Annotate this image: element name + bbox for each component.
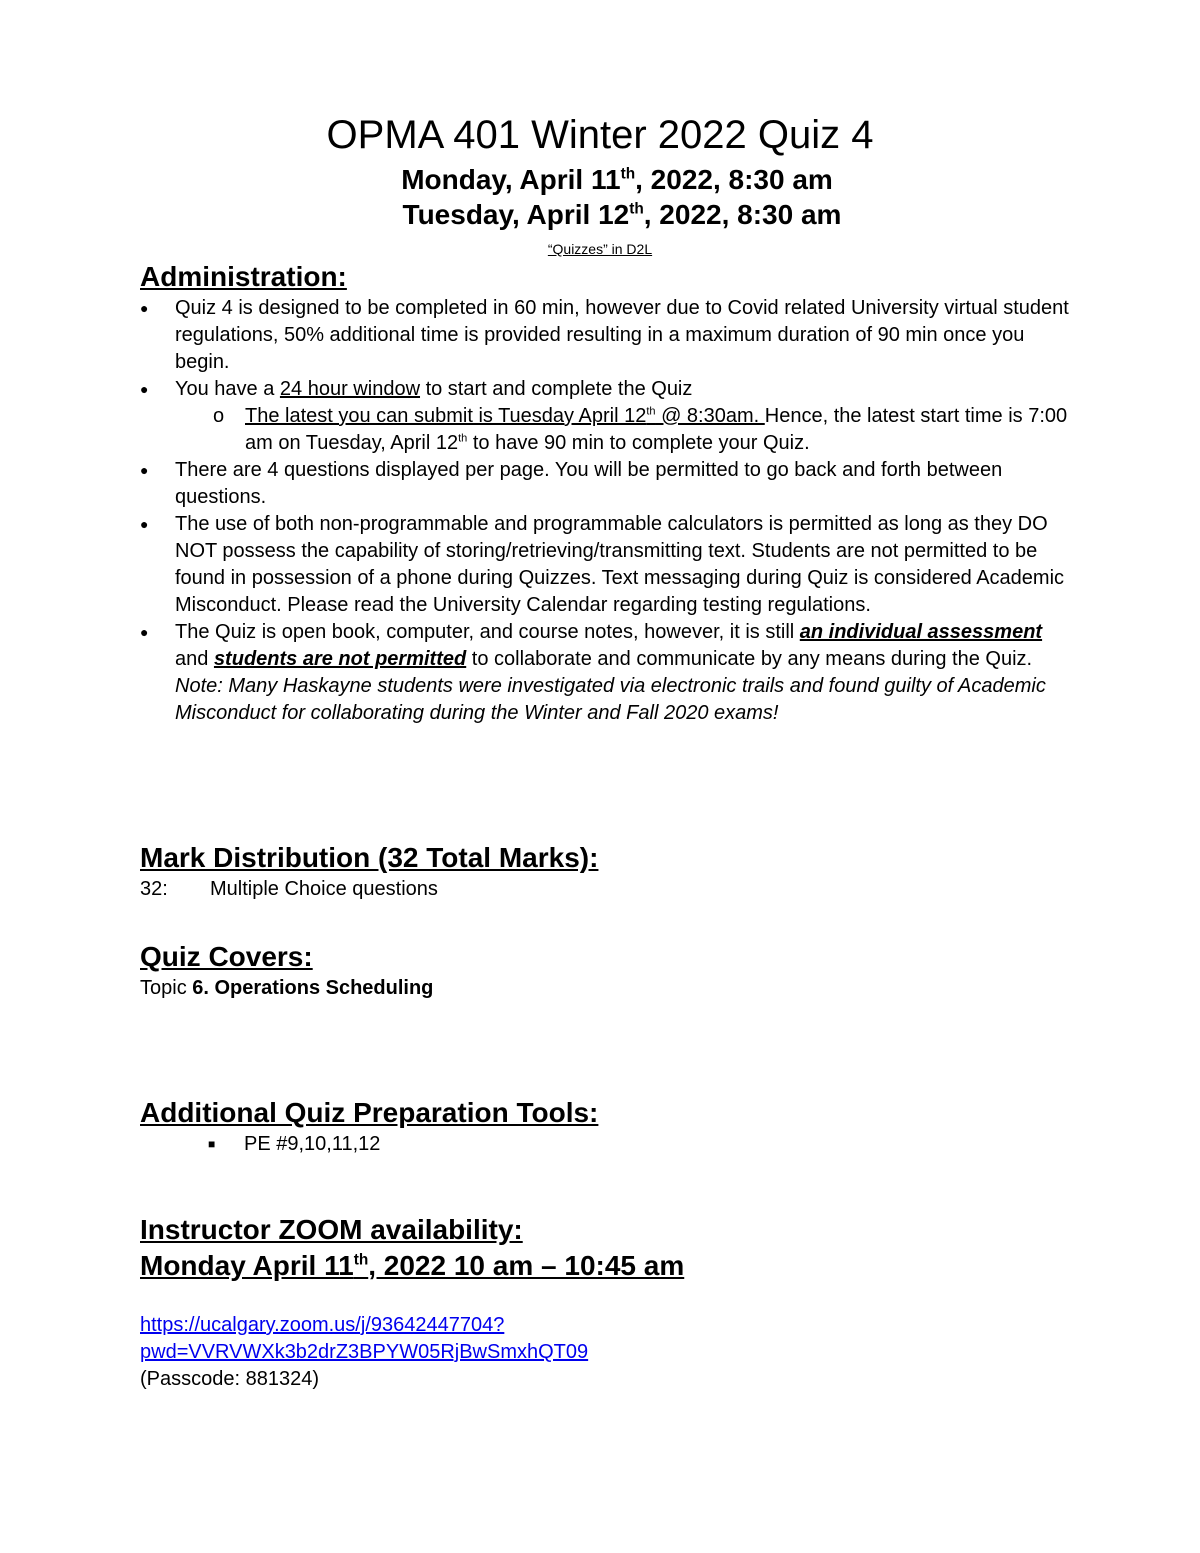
quiz-date-monday: Monday, April 11th, 2022, 8:30 am: [401, 164, 833, 195]
administration-list: [140, 295, 1070, 727]
zoom-availability-heading: Instructor ZOOM availability:: [140, 1214, 523, 1245]
preparation-tools-item: ■ PE #9,10,11,12: [208, 1131, 380, 1158]
list-item: ● The use of both non-programmable and programmable calculators is permitted as long as they DO NOT possess the capability of storing/retrieving/transmitting text. Students are not permitted to be found in possession of a phone during Quizzes. Text messaging during Quiz is considered Academic Misconduct. Please read the University Calendar regarding testing regulations.: [140, 513, 1065, 616]
square-bullet-icon: ■: [208, 1137, 216, 1151]
list-item: ● You have a 24 hour window to start and complete the Quiz o The latest you can submit is Tuesday April 12th @ 8:30am. Hence, the latest start time is 7:00 am on Tuesday, April 12th to have 90 min to complete your Quiz.: [140, 376, 1070, 457]
zoom-passcode: (Passcode: 881324): [140, 1368, 320, 1390]
bullet-icon: ●: [140, 300, 149, 316]
list-item: ● There are 4 questions displayed per page. You will be permitted to go back and forth between questions.: [140, 459, 1003, 508]
list-item: ● The Quiz is open book, computer, and course notes, however, it is still an individual assessment and students are not permitted to collaborate and communicate by any means during the Quiz. Note: Many Haskayne students were investigated via electronic trails and found guilty of Academic Misconduct for collaborating during the Winter and Fall 2020 exams!: [140, 621, 1046, 724]
bullet-icon: ●: [140, 462, 149, 478]
list-item: ● Quiz 4 is designed to be completed in 60 min, however due to Covid related University virtual student regulations, 50% additional time is provided resulting in a maximum duration of 90 min once you begin.: [140, 297, 1069, 373]
quiz-location: “Quizzes” in D2L: [547, 241, 653, 257]
zoom-availability-time: Monday April 11th, 2022 10 am – 10:45 am: [140, 1250, 685, 1281]
bullet-icon: ●: [140, 624, 149, 640]
bullet-icon: ●: [140, 516, 149, 532]
administration-heading: Administration:: [140, 261, 347, 292]
quiz-covers-topic: Topic 6. Operations Scheduling: [140, 977, 434, 999]
circle-bullet-icon: o: [213, 405, 225, 427]
sub-list-item: o The latest you can submit is Tuesday April 12th @ 8:30am. Hence, the latest start time is 7:00 am on Tuesday, April 12th to have 90 min to complete your Quiz.: [213, 405, 1068, 454]
mark-distribution-row: 32: Multiple Choice questions: [140, 878, 438, 900]
zoom-link[interactable]: https://ucalgary.zoom.us/j/93642447704? pwd=VVRVWXk3b2drZ3BPYW05RjBwSmxhQT09: [140, 1314, 589, 1363]
quiz-covers-heading: Quiz Covers:: [140, 941, 313, 972]
quiz-date-tuesday: Tuesday, April 12th, 2022, 8:30 am: [402, 199, 842, 230]
preparation-tools-heading: Additional Quiz Preparation Tools:: [140, 1097, 599, 1128]
page-title: OPMA 401 Winter 2022 Quiz 4: [326, 113, 874, 157]
mark-distribution-heading: Mark Distribution (32 Total Marks):: [140, 842, 599, 873]
bullet-icon: ●: [140, 381, 149, 397]
